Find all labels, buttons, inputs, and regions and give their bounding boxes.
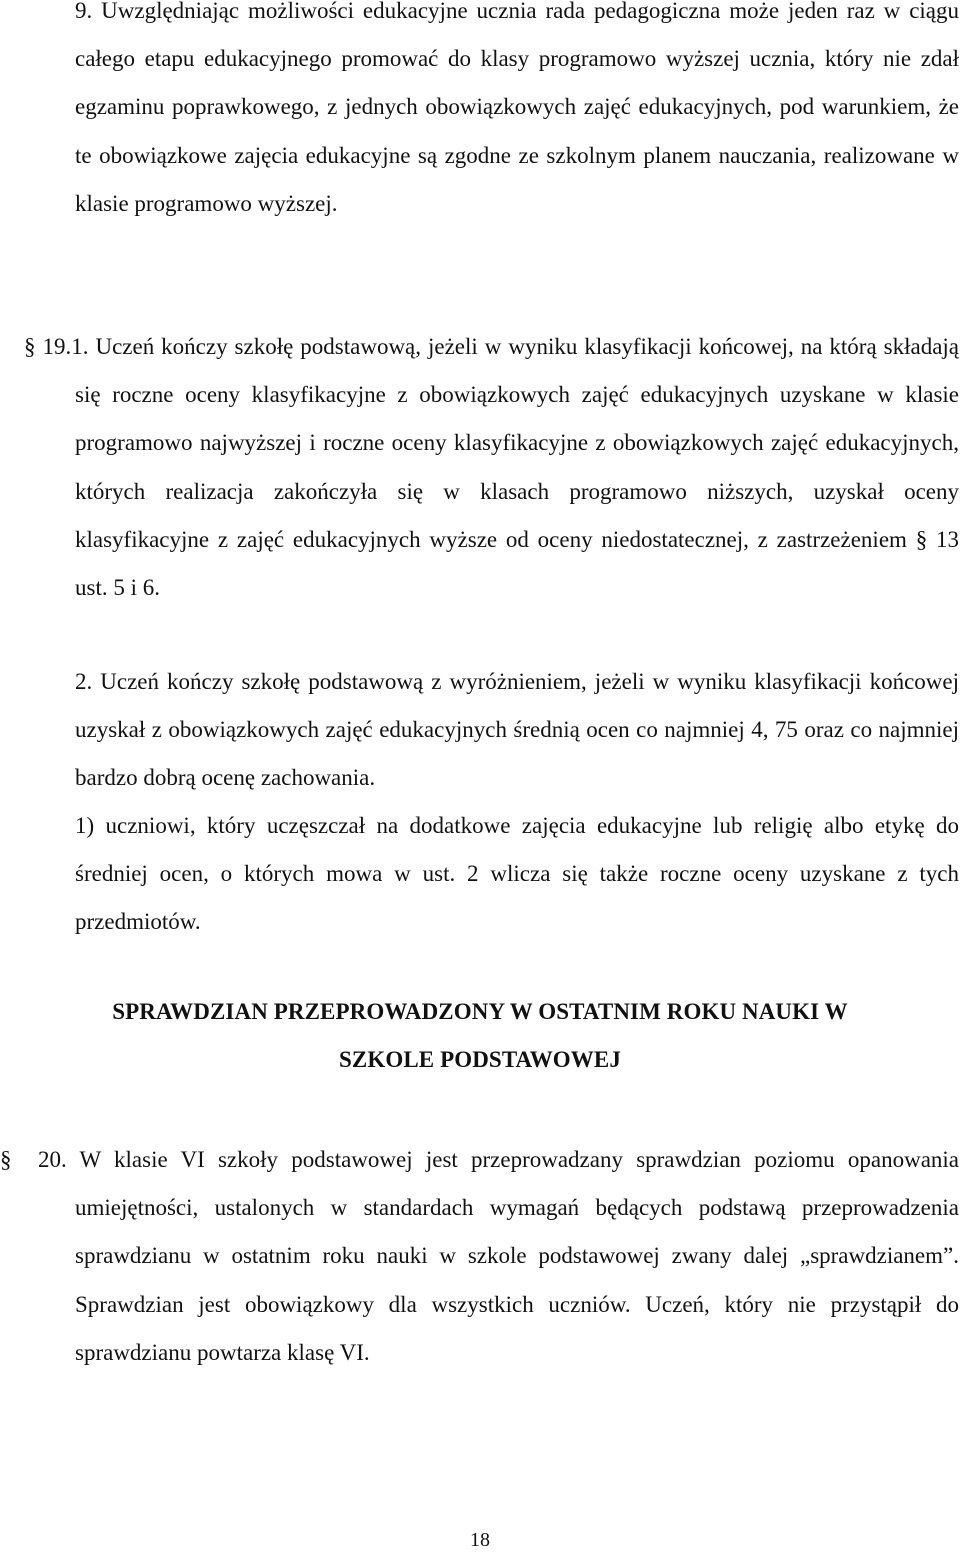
paragraph-19-1-text: 19.1. Uczeń kończy szkołę podstawową, jeżeli w wyniku klasyfikacji końcowej, na którą składają się roczne oceny klasyfikacyjne z obowiązkowych zajęć edukacyjnych uzyskane w klasie programowo najwyższej i roczne oceny klasyfikacyjne z obowiązkowych zajęć edukacyjnych, których realizacja zakończyła się w klasach programowo niższych, uzyskał oceny klasyfikacyjne z zajęć edukacyjnych wyższe od oceny niedostatecznej, z zastrzeżeniem § 13 ust. 5 i 6.	[42, 334, 959, 601]
page-number: 18	[470, 1529, 490, 1551]
paragraph-20-text: 20. W klasie VI szkoły podstawowej jest przeprowadzany sprawdzian poziomu opanowania umiejętności, ustalonych w standardach wymagań będących podstawą przeprowadzenia sprawdzianu w ostatnim roku nauki w szkole podstawowej zwany dalej „sprawdzianem”. Sprawdzian jest obowiązkowy dla wszystkich uczniów. Uczeń, który nie przystąpił do sprawdzianu powtarza klasę VI.	[37, 1147, 959, 1365]
section-heading-line-1: SPRAWDZIAN PRZEPROWADZONY W OSTATNIM ROKU NAUKI W	[112, 999, 848, 1024]
section-sign: §	[24, 334, 36, 359]
paragraph-20	[0, 1136, 959, 1377]
paragraph-19-2-point-1: 1) uczniowi, który uczęszczał na dodatkowe zajęcia edukacyjne lub religię albo etykę do średniej ocen, o których mowa w ust. 2 wlicza się także roczne oceny uzyskane z tych przedmiotów.	[75, 813, 959, 935]
section-sign: §	[0, 1147, 12, 1172]
paragraph-9: 9. Uwzględniając możliwości edukacyjne ucznia rada pedagogiczna może jeden raz w ciągu całego etapu edukacyjnego promować do klasy programowo wyższej ucznia, który nie zdał egzaminu poprawkowego, z jednych obowiązkowych zajęć edukacyjnych, pod warunkiem, że te obowiązkowe zajęcia edukacyjne są zgodne ze szkolnym planem nauczania, realizowane w klasie programowo wyższej.	[75, 0, 959, 216]
paragraph-19-1	[0, 323, 959, 612]
paragraph-19-2: 2. Uczeń kończy szkołę podstawową z wyróżnieniem, jeżeli w wyniku klasyfikacji końcowej uzyskał z obowiązkowych zajęć edukacyjnych średnią ocen co najmniej 4, 75 oraz co najmniej bardzo dobrą ocenę zachowania.	[75, 669, 959, 791]
section-heading-line-2: SZKOLE PODSTAWOWEJ	[339, 1047, 621, 1072]
